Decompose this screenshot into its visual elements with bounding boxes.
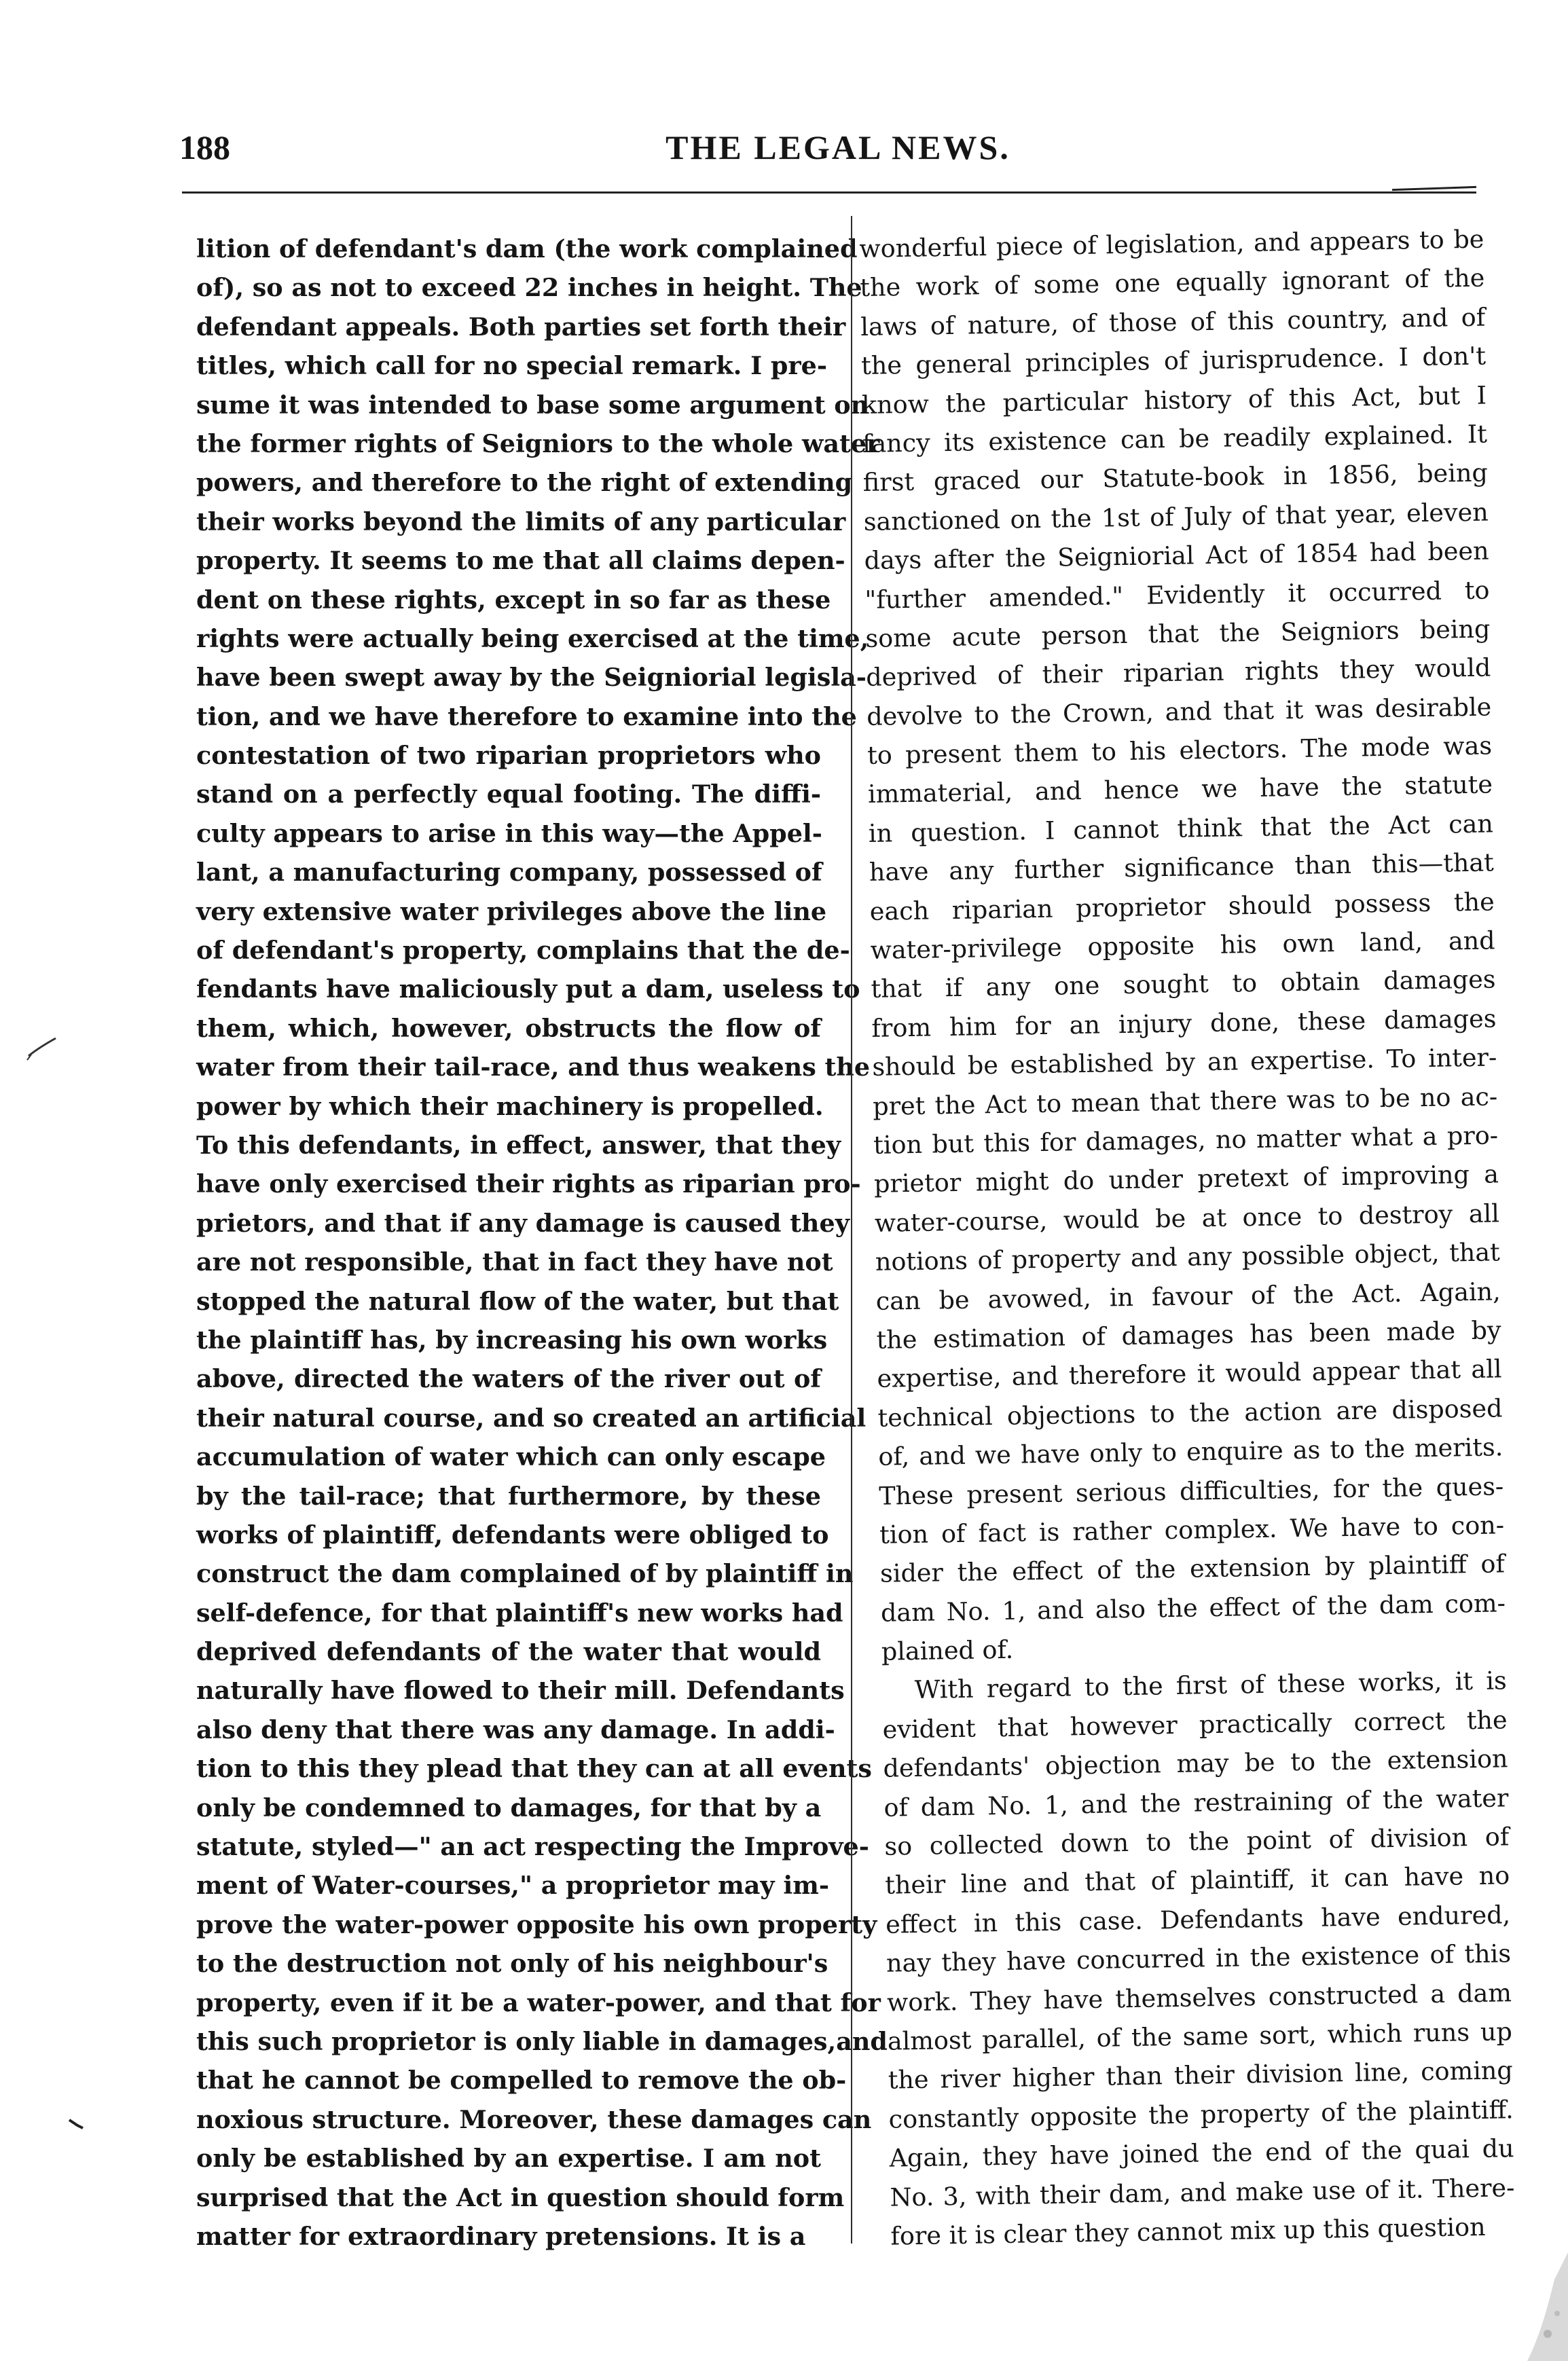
- text-line: each riparian proprietor should possess the: [869, 887, 1495, 926]
- text-line: of dam No. 1, and the restraining of the water: [883, 1782, 1509, 1823]
- text-line: statute, styled—" an act respecting the Improve-: [196, 1832, 869, 1862]
- text-line: defendants' objection may be to the extension: [883, 1744, 1508, 1783]
- text-line: ment of Water-courses," a proprietor may im-: [196, 1871, 829, 1901]
- text-line: titles, which call for no special remark. I pre-: [196, 351, 827, 381]
- text-line: the estimation of damages has been made by: [876, 1315, 1501, 1355]
- text-line: the river higher than their division line, coming: [888, 2055, 1514, 2095]
- text-line: in question. I cannot think that the Act can: [868, 809, 1494, 848]
- text-line: tion but this for damages, no matter what a pro-: [873, 1120, 1499, 1160]
- text-line: that he cannot be compelled to remove the ob-: [196, 2066, 847, 2095]
- text-line: to present them to his electors. The mode was: [867, 731, 1493, 770]
- text-line: expertise, and therefore it would appear that all: [877, 1354, 1502, 1394]
- text-line: surprised that the Act in question should form: [196, 2182, 845, 2212]
- text-line: them, which, however, obstructs the flow of: [196, 1013, 821, 1043]
- text-line: also deny that there was any damage. In addi-: [196, 1715, 835, 1744]
- text-line: plained of.: [881, 1634, 1014, 1666]
- text-line: sider the effect of the extension by plaintiff of: [879, 1549, 1506, 1589]
- text-line: water-course, would be at once to destroy all: [874, 1198, 1500, 1238]
- text-line: know the particular history of this Act, but I: [861, 380, 1487, 420]
- text-line: fancy its existence can be readily explained. It: [862, 419, 1488, 458]
- text-line: the work of some one equally ignorant of the: [860, 263, 1485, 303]
- text-line: effect in this case. Defendants have endured,: [885, 1900, 1511, 1939]
- text-line: from him for an injury done, these damages: [871, 1004, 1497, 1043]
- text-line: water from their tail-race, and thus weakens the: [196, 1053, 871, 1082]
- text-line: With regard to the first of these works, it is: [914, 1666, 1508, 1705]
- text-line: matter for extraordinary pretensions. It is a: [196, 2221, 806, 2251]
- stray-mark: [68, 2117, 86, 2131]
- text-line: to the destruction not only of his neighbour's: [196, 1949, 828, 1979]
- text-line: No. 3, with their dam, and make use of it. There-: [890, 2172, 1515, 2212]
- text-line: some acute person that the Seigniors being: [865, 614, 1491, 653]
- text-line: only be condemned to damages, for that by a: [196, 1793, 822, 1823]
- text-line: their works beyond the limits of any particular: [196, 507, 846, 536]
- text-line: nay they have concurred in the existence of this: [886, 1939, 1512, 1978]
- text-line: lant, a manufacturing company, possessed of: [196, 858, 822, 887]
- text-line: have any further significance than this—that: [869, 847, 1495, 887]
- edge-stain: [1507, 2252, 1568, 2361]
- text-line: the plaintiff has, by increasing his own works: [196, 1325, 828, 1355]
- page-header: [179, 128, 1497, 175]
- text-line: self-defence, for that plaintiff's new works had: [196, 1598, 843, 1628]
- text-line: so collected down to the point of division of: [884, 1822, 1510, 1861]
- text-line: by the tail-race; that furthermore, by these: [196, 1481, 821, 1511]
- text-line: property. It seems to me that all claims depen-: [196, 546, 845, 576]
- text-line: property, even if it be a water-power, and that for: [196, 1988, 881, 2017]
- text-line: days after the Seigniorial Act of 1854 had been: [864, 536, 1489, 576]
- text-line: fendants have maliciously put a dam, useless to: [196, 974, 860, 1004]
- text-line: immaterial, and hence we have the statute: [867, 769, 1493, 809]
- text-line: stopped the natural flow of the water, but that: [196, 1286, 839, 1316]
- text-line: To this defendants, in effect, answer, that they: [196, 1130, 841, 1160]
- text-line: laws of nature, of those of this country, and of: [860, 302, 1486, 342]
- left-column: [196, 230, 888, 2256]
- text-line: evident that however practically correct the: [882, 1705, 1508, 1744]
- text-line: Again, they have joined the end of the quai du: [889, 2134, 1514, 2173]
- text-line: prietors, and that if any damage is caused they: [196, 1208, 850, 1238]
- text-line: power by which their machinery is propelled.: [196, 1091, 824, 1121]
- text-line: fore it is clear they cannot mix up this question: [890, 2212, 1486, 2251]
- text-line: rights were actually being exercised at the time,: [196, 623, 869, 653]
- text-line: powers, and therefore to the right of extending: [196, 468, 853, 498]
- text-line: lition of defendant's dam (the work complained: [196, 234, 858, 263]
- text-line: pret the Act to mean that there was to be no ac-: [872, 1081, 1498, 1121]
- text-line: of), so as not to exceed 22 inches in height. The: [196, 273, 862, 303]
- header-rule: [182, 191, 1476, 194]
- text-line: construct the dam complained of by plaintiff in: [196, 1559, 854, 1589]
- page-number: 188: [179, 128, 230, 166]
- text-line: prove the water-power opposite his own property: [196, 1909, 877, 1939]
- text-line: that if any one sought to obtain damages: [871, 964, 1496, 1004]
- pencil-mark: [26, 1036, 58, 1063]
- text-line: tion of fact is rather complex. We have to con-: [879, 1510, 1505, 1550]
- text-line: only be established by an expertise. I am not: [196, 2144, 821, 2174]
- text-line: work. They have themselves constructed a dam: [886, 1977, 1512, 2017]
- right-column: [859, 220, 1516, 2256]
- text-line: deprived of their riparian rights they would: [866, 653, 1491, 693]
- text-line: devolve to the Crown, and that it was desirable: [866, 692, 1492, 731]
- text-line: the former rights of Seigniors to the whole water: [196, 428, 880, 458]
- text-line: of defendant's property, complains that the de-: [196, 936, 850, 966]
- text-line: tion, and we have therefore to examine into the: [196, 701, 857, 731]
- text-line: above, directed the waters of the river out of: [196, 1364, 821, 1394]
- text-line: culty appears to arise in this way—the Appel-: [196, 818, 822, 848]
- text-line: works of plaintiff, defendants were obliged to: [196, 1520, 829, 1550]
- text-line: dent on these rights, except in so far as these: [196, 585, 831, 615]
- text-line: tion to this they plead that they can at all events: [196, 1754, 872, 1784]
- text-line: sume it was intended to base some argument on: [196, 390, 869, 420]
- text-line: are not responsible, that in fact they have not: [196, 1247, 833, 1277]
- text-line: have been swept away by the Seigniorial legisla-: [196, 663, 867, 693]
- text-line: deprived defendants of the water that would: [196, 1637, 821, 1667]
- text-line: noxious structure. Moreover, these damages can: [196, 2104, 872, 2134]
- column-divider: [851, 216, 852, 2244]
- text-line: water-privilege opposite his own land, and: [870, 926, 1495, 965]
- text-line: "further amended." Evidently it occurred to: [864, 575, 1490, 615]
- text-line: almost parallel, of the same sort, which runs up: [887, 2017, 1513, 2056]
- text-line: have only exercised their rights as riparian pro-: [196, 1169, 861, 1199]
- text-line: prietor might do under pretext of improving a: [873, 1159, 1499, 1199]
- text-line: These present serious difficulties, for the ques-: [878, 1471, 1504, 1511]
- text-line: very extensive water privileges above the line: [196, 896, 827, 926]
- text-line: dam No. 1, and also the effect of the dam com-: [880, 1588, 1506, 1628]
- text-line: accumulation of water which can only escape: [196, 1442, 826, 1472]
- text-line: should be established by an expertise. To inter-: [872, 1042, 1497, 1082]
- text-line: first graced our Statute-book in 1856, being: [862, 458, 1489, 498]
- text-line: the general principles of jurisprudence. I don't: [860, 341, 1487, 381]
- header-rule-tail: [1392, 186, 1476, 191]
- text-line: can be avowed, in favour of the Act. Again,: [875, 1276, 1501, 1316]
- text-line: their line and that of plaintiff, it can have no: [884, 1861, 1510, 1901]
- text-line: notions of property and any possible object, that: [875, 1237, 1501, 1277]
- text-line: constantly opposite the property of the plaintiff.: [888, 2094, 1514, 2134]
- text-line: their natural course, and so created an artificial: [196, 1403, 867, 1433]
- text-line: technical objections to the action are disposed: [877, 1393, 1503, 1433]
- text-line: sanctioned on the 1st of July of that year, eleven: [863, 497, 1489, 536]
- text-line: defendant appeals. Both parties set forth their: [196, 312, 846, 342]
- running-title: THE LEGAL NEWS.: [666, 128, 1010, 166]
- text-line: this such proprietor is only liable in damages,and: [196, 2026, 888, 2056]
- text-line: naturally have flowed to their mill. Defendants: [196, 1676, 845, 1706]
- text-line: stand on a perfectly equal footing. The diffi-: [196, 780, 821, 809]
- text-line: of, and we have only to enquire as to the merits.: [878, 1432, 1503, 1471]
- text-line: wonderful piece of legislation, and appears to be: [859, 224, 1484, 263]
- text-line: contestation of two riparian proprietors who: [196, 741, 821, 771]
